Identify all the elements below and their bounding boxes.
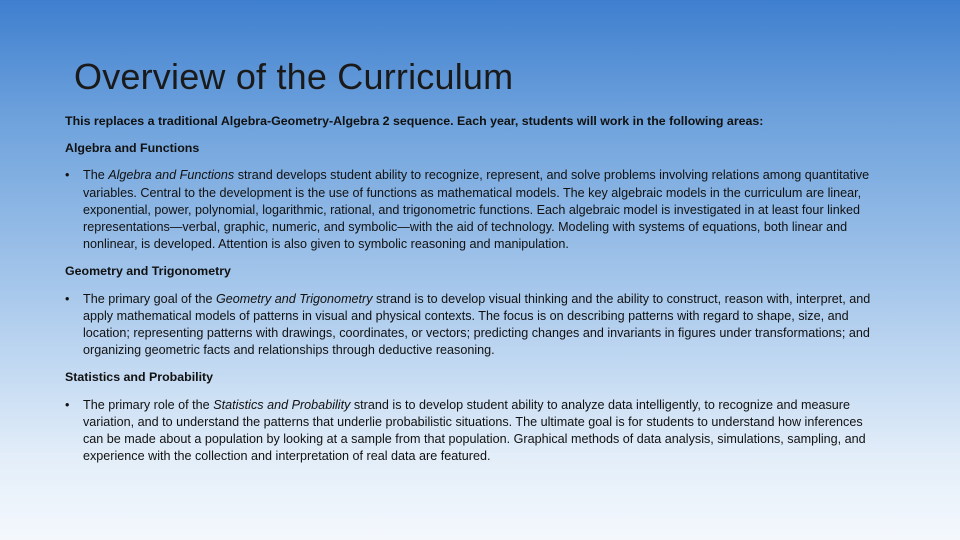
- strand-name: Algebra and Functions: [108, 168, 235, 183]
- bullet-text-statistics: [83, 397, 895, 466]
- strand-name: Geometry and Trigonometry: [216, 291, 373, 306]
- bullet-item-geometry: [65, 291, 895, 360]
- bullet-icon: •: [65, 168, 70, 183]
- bullet-text-body: strand is to develop student ability to analyze data intelligently, to recognize and measure variation, and to understand the patterns that underlie probabilistic situations. The ultimate goal is for students to understand how inferences can be made about a population by looking at a sample from that population. Graphical methods of data analysis, simulations, sampling, and experience with the collection and interpretation of real data are featured.: [83, 397, 866, 464]
- bullet-text-body: strand is to develop visual thinking and the ability to construct, reason with, interpret, and apply mathematical models of patterns in visual and physical contexts. The focus is on describing patterns with regard to shape, size, and location; representing patterns with drawings, coordinates, or vectors; predicting changes and invariants in figures under transformations; and organizing geometric facts and relationships through deductive reasoning.: [83, 291, 871, 358]
- strand-name: Statistics and Probability: [213, 397, 351, 412]
- bullet-icon: •: [65, 291, 70, 306]
- intro-text: This replaces a traditional Algebra-Geometry-Algebra 2 sequence. Each year, students will work in the following areas:: [65, 114, 764, 128]
- section-heading-statistics: Statistics and Probability: [65, 370, 214, 385]
- bullet-text-lead: The: [83, 168, 109, 183]
- section-heading-geometry: Geometry and Trigonometry: [65, 264, 231, 279]
- section-heading-algebra: Algebra and Functions: [65, 141, 200, 156]
- bullet-text-geometry: [83, 291, 895, 360]
- bullet-item-statistics: [65, 397, 895, 466]
- bullet-text-algebra: [83, 167, 895, 253]
- bullet-item-algebra: [65, 167, 895, 253]
- bullet-text-lead: The primary goal of the: [83, 291, 216, 306]
- bullet-icon: •: [65, 397, 70, 412]
- bullet-text-body: strand develops student ability to recognize, represent, and solve problems involving relations among quantitative variables. Central to the development is the use of functions as mathematical models. The key algebraic models in the curriculum are linear, exponential, power, polynomial, logarithmic, rational, and trigonometric functions. Each algebraic model is investigated in at least four linked representations—verbal, graphic, numeric, and symbolic—with the aid of technology. Modeling with systems of equations, both linear and nonlinear, is developed. Attention is also given to symbolic reasoning and manipulation.: [83, 168, 870, 252]
- slide-body: [65, 113, 895, 475]
- slide-title: Overview of the Curriculum: [74, 56, 514, 97]
- bullet-text-lead: The primary role of the: [83, 397, 214, 412]
